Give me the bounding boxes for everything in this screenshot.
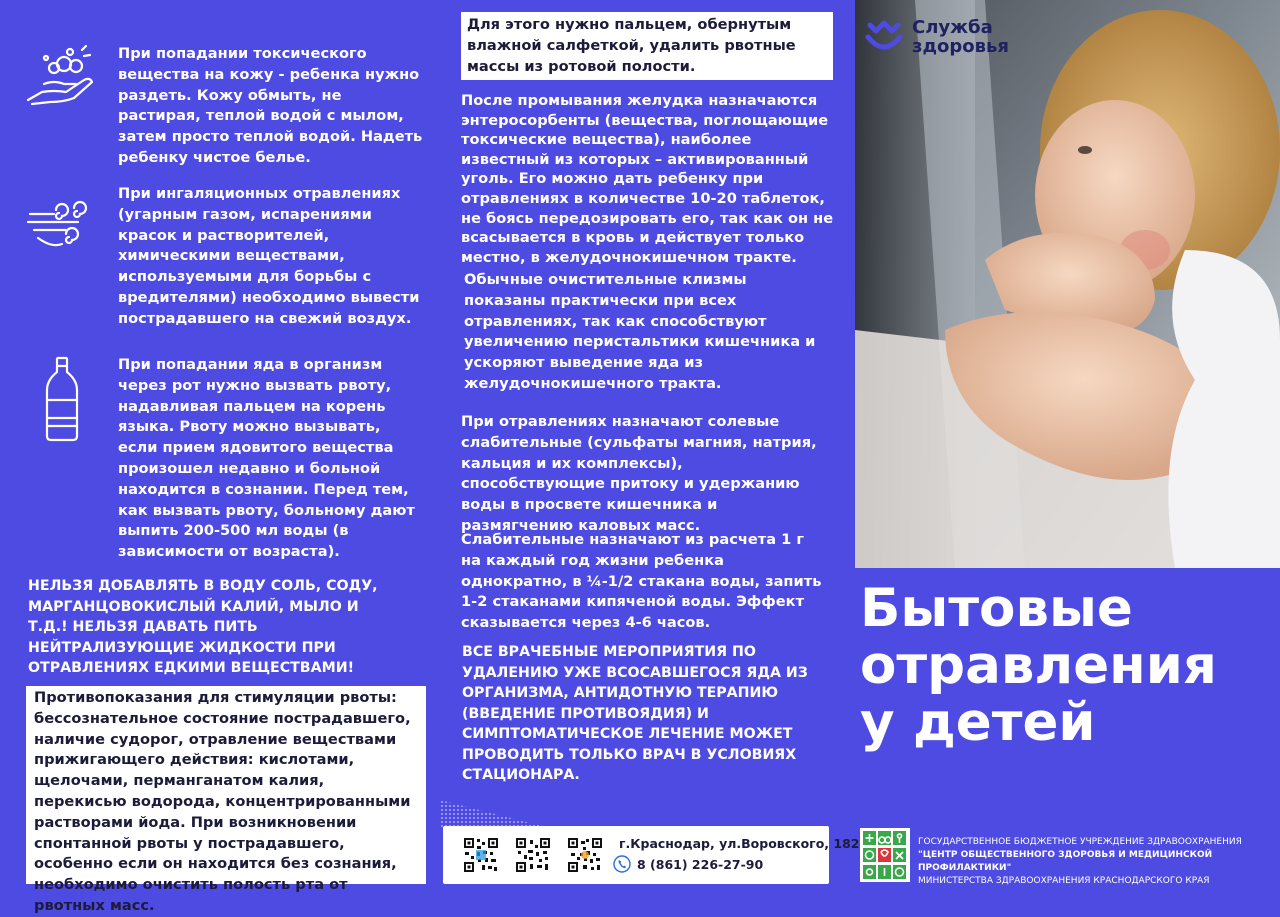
title-line3: у детей — [860, 692, 1096, 753]
child-at-window-photo — [855, 0, 1280, 568]
logo-text — [912, 18, 1009, 56]
title-line2: отравления — [860, 635, 1217, 696]
enterosorbents-text: После промывания желудка назначаются энтеросорбенты (вещества, поглощающие токсические вещества), наиболее известный из которых – активированный уголь. Его можно дать ребенку при отравлениях в количестве 10-20 таблеток, не боясь передозировать его, так как он не всасывается в кровь и действует только местно, в желудочнокишечном тракте. — [461, 92, 834, 266]
dotted-pattern-decoration — [440, 800, 550, 828]
qr-code-1[interactable] — [463, 837, 499, 873]
org-line1: ГОСУДАРСТВЕННОЕ БЮДЖЕТНОЕ УЧРЕЖДЕНИЕ ЗДРАВООХРАНЕНИЯ — [918, 837, 1242, 847]
logo-line2: здоровья — [912, 36, 1009, 57]
washing-hands-icon — [24, 44, 98, 106]
org-emblem — [860, 828, 910, 882]
enemas-text: Обычные очистительные клизмы показаны практически при всех отравлениях, так как способствуют увеличению перистальтики кишечника и ускоряют выведение яда из желудочнокишечного тракта. — [464, 271, 816, 392]
qr-code-2[interactable] — [515, 837, 551, 873]
leaflet-title — [860, 580, 1260, 751]
contacts-box — [443, 826, 860, 884]
qr-code-3[interactable] — [567, 837, 603, 873]
phone-icon — [613, 855, 631, 873]
doctor-only-caps-text: ВСЕ ВРАЧЕБНЫЕ МЕРОПРИЯТИЯ ПО УДАЛЕНИЮ УЖЕ ВСОСАВШЕГОСЯ ЯДА ИЗ ОРГАНИЗМА, АНТИДОТНУЮ ТЕРАПИЮ (ВВЕДЕНИЕ ПРОТИВОЯДИЯ) И СИМПТОМАТИЧЕСКОЕ ЛЕЧЕНИЕ МОЖЕТ ПРОВОДИТЬ ТОЛЬКО ВРАЧ В УСЛОВИЯХ СТАЦИОНАРА. — [462, 644, 808, 783]
phone-number[interactable]: 8 (861) 226-27-90 — [637, 857, 764, 872]
logo-line1: Служба — [912, 17, 993, 38]
laxatives-text: При отравлениях назначают солевые слабительные (сульфаты магния, натрия, кальция и их комплексы), способствующие притоку и удержанию воды в просвете кишечника и размягчению каловых масс. — [461, 413, 817, 534]
vomit-removal-text: Для этого нужно пальцем, обернутым влажной салфеткой, удалить рвотные массы из ротовой полости. — [467, 16, 796, 75]
inhalation-text: При ингаляционных отравлениях (угарным газом, испарениями красок и растворителей, химическими веществами, используемыми для борьбы с вредителями) необходимо вывести пострадавшего на свежий воздух. — [118, 185, 420, 327]
title-line1: Бытовые — [860, 578, 1133, 639]
org-line2: "ЦЕНТР ОБЩЕСТВЕННОГО ЗДОРОВЬЯ И МЕДИЦИНСКОЙ ПРОФИЛАКТИКИ" — [918, 850, 1213, 873]
skin-exposure-text: При попадании токсического вещества на кожу - ребенка нужно раздеть. Кожу обмыть, не растирая, теплой водой с мылом, затем просто теплой водой. Надеть ребенку чистое белье. — [118, 45, 423, 166]
org-name — [918, 836, 1280, 888]
org-line3: МИНИСТЕРСТВА ЗДРАВООХРАНЕНИЯ КРАСНОДАРСКОГО КРАЯ — [918, 876, 1210, 886]
contraindications-text: Противопоказания для стимуляции рвоты: бессознательное состояние пострадавшего, наличие судорог, отравление веществами прижигающего действия: кислотами, щелочами, перманганатом калия, перекисью водорода, концентрированными растворами йода. При возникновении спонтанной рвоты у пострадавшего, особенно если он находится без сознания, необходимо очистить полость рта от рвотных масс. — [34, 689, 411, 914]
vomit-removal-box — [461, 12, 833, 80]
address-text: г.Краснодар, ул.Воровского, 182 — [619, 836, 860, 851]
wind-icon — [26, 196, 96, 256]
warning-caps-text: НЕЛЬЗЯ ДОБАВЛЯТЬ В ВОДУ СОЛЬ, СОДУ, МАРГАНЦОВОКИСЛЫЙ КАЛИЙ, МЫЛО И Т.Д.! НЕЛЬЗЯ ДАВАТЬ ПИТЬ НЕЙТРАЛИЗУЮЩИЕ ЖИДКОСТИ ПРИ ОТРАВЛЕНИЯХ ЕДКИМИ ВЕЩЕСТВАМИ! — [28, 578, 378, 676]
water-bottle-icon — [44, 356, 80, 442]
heart-smile-icon — [864, 19, 904, 55]
contraindications-box — [26, 686, 426, 914]
oral-poison-text: При попадании яда в организм через рот нужно вызвать рвоту, надавливая пальцем на корень языка. Рвоту можно вызывать, если прием ядовитого вещества произошел недавно и больной находится в сознании. Перед тем, как вызвать рвоту, больному дают выпить 200-500 мл воды (в зависимости от возраста). — [118, 356, 415, 561]
dosage-text: Слабительные назначают из расчета 1 г на каждый год жизни ребенка однократно, в ¼-1/2 стакана воды, запить 1-2 стаканами кипяченой воды. Эффект сказывается через 4-6 часов. — [461, 531, 822, 632]
sluzhba-zdorovya-logo — [864, 18, 1009, 56]
